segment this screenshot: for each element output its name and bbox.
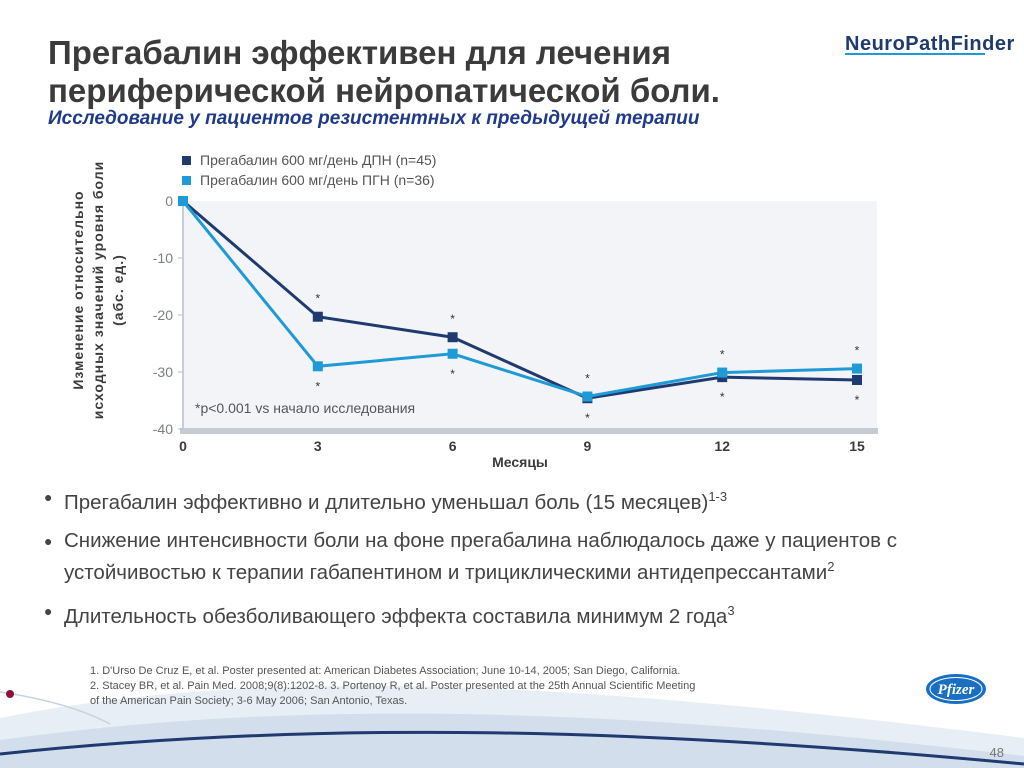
bullet-text: Прегабалин эффективно и длительно уменьшал боль (15 месяцев) (64, 490, 709, 514)
pfizer-logo (924, 672, 988, 706)
bullet-list (44, 484, 984, 641)
data-point (582, 392, 592, 402)
reference-line-1: 1. D'Urso De Cruz E, et al. Poster presented at: American Diabetes Association; June 10-14, 2005; San Diego, California. (90, 665, 681, 677)
x-tick-label: 0 (179, 438, 187, 454)
significance-marker: * (315, 291, 321, 306)
x-tick-label: 12 (714, 438, 730, 454)
y-axis-label: Изменение относительно исходных значений уровня боли (абс. ед.) (70, 160, 126, 420)
x-tick-label: 6 (448, 438, 457, 454)
bullet-dot-icon: ● (44, 532, 53, 549)
significance-marker: * (450, 366, 455, 381)
legend-label-dpn: Прегабалин 600 мг/день ДПН (n=45) (200, 152, 437, 168)
x-tick-label: 3 (313, 438, 322, 454)
significance-marker: * (854, 343, 860, 358)
x-axis-bar (180, 428, 878, 434)
references (90, 664, 810, 709)
bullet-ref: 1-3 (708, 489, 728, 504)
significance-marker: * (585, 411, 590, 426)
slide-subtitle: Исследование у пациентов резистентных к предыдущей терапии (48, 108, 700, 129)
x-tick-label: 9 (583, 438, 592, 454)
bullet-text: Снижение интенсивности боли на фоне прегабалина наблюдалось даже у пациентов с устойчивостью к терапии габапентином и трициклическими антидепрессантами (64, 528, 897, 584)
data-point (852, 364, 862, 374)
data-point (313, 361, 323, 371)
bullet-text: Длительность обезболивающего эффекта составила минимум 2 года (64, 604, 728, 628)
reference-line-3: of the American Pain Society; 3-6 May 2006; San Antonio, Texas. (90, 695, 408, 707)
page-number: 48 (989, 745, 1004, 760)
title-line-2: периферической нейропатической боли. (48, 72, 720, 109)
data-point (448, 349, 458, 359)
plot-background (183, 201, 877, 429)
bullet-item (44, 484, 984, 516)
bullet-dot-icon: ● (44, 489, 53, 505)
reference-line-2: 2. Stacey BR, et al. Pain Med. 2008;9(8):1202-8. 3. Portenoy R, et al. Poster presented at the 25th Annual Scientific Meeting (90, 680, 696, 692)
significance-note: *p<0.001 vs начало исследования (195, 400, 416, 416)
bullet-item (44, 528, 984, 586)
significance-marker: * (719, 347, 725, 362)
x-tick-label: 15 (849, 438, 865, 454)
y-tick-label: -10 (152, 250, 173, 266)
data-point (178, 196, 188, 206)
data-point (717, 368, 727, 378)
bullet-ref: 3 (727, 602, 735, 618)
significance-marker: * (450, 312, 455, 327)
logo-text: NeuroPathFinder (845, 33, 1015, 55)
pfizer-logo-text: Pfizer (937, 682, 975, 698)
y-tick-label: -20 (152, 307, 173, 323)
bullet-dot-icon: ● (44, 602, 53, 619)
y-tick-label: 0 (165, 193, 173, 209)
y-tick-label: -40 (152, 421, 173, 437)
significance-marker: * (315, 379, 321, 394)
y-tick-label: -30 (152, 364, 173, 380)
title-line-1: Прегабалин эффективен для лечения (48, 34, 671, 71)
data-point (448, 332, 458, 342)
data-point (313, 312, 323, 322)
x-axis-label: Месяцы (492, 454, 548, 470)
significance-marker: * (854, 392, 860, 407)
bullet-ref: 2 (827, 558, 835, 574)
neuropathfinder-logo (845, 30, 1015, 56)
slide-title (48, 34, 808, 110)
bullet-item (44, 598, 984, 630)
data-point (852, 375, 862, 385)
line-chart (0, 140, 1024, 480)
significance-marker: * (719, 390, 725, 405)
legend-label-pgn: Прегабалин 600 мг/день ПГН (n=36) (200, 172, 435, 188)
significance-marker: * (585, 371, 590, 386)
